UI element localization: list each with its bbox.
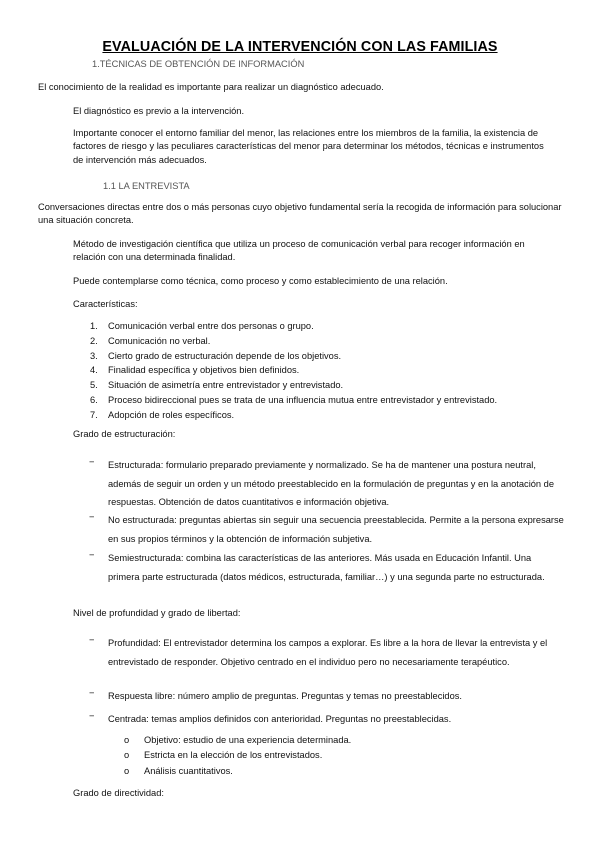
section-heading-entrevista: 1.1 LA ENTREVISTA	[103, 181, 190, 191]
list-item: 2. Comunicación no verbal.	[90, 335, 211, 346]
list-item: 6. Proceso bidireccional pues se trata de una influencia mutua entre entrevistador y entrevistado.	[90, 394, 498, 405]
paragraph-conversaciones: Conversaciones directas entre dos o más personas cuyo objetivo fundamental sería la recogida de información para solucionar una situación concreta.	[38, 202, 562, 226]
list-item: − Profundidad: El entrevistador determina los campos a explorar. Es libre a la hora de llevar la entrevista y el entrevistado de responder. Objetivo centrado en el individuo pero no necesariamente terapéutico.	[89, 634, 564, 671]
circle-bullet: o	[124, 765, 130, 776]
document-title: EVALUACIÓN DE LA INTERVENCIÓN CON LAS FAMILIAS	[102, 39, 498, 55]
dash-bullet: −	[89, 550, 95, 560]
list-item: o Estricta en la elección de los entrevistados.	[124, 749, 484, 764]
label-grado-directividad: Grado de directividad:	[73, 788, 164, 798]
list-item: 7. Adopción de roles específicos.	[90, 409, 235, 420]
dash-bullet: −	[89, 635, 95, 645]
circle-bullet: o	[124, 735, 130, 745]
paragraph-diagnostico: El diagnóstico es previo a la intervención.	[73, 106, 245, 116]
dash-bullet: −	[89, 688, 95, 698]
list-item: − Respuesta libre: número amplio de preguntas. Preguntas y temas no preestablecidos.	[89, 687, 564, 706]
list-item: − No estructurada: preguntas abiertas sin seguir una secuencia preestablecida. Permite a la persona expresarse en sus propios términos y la obtención de información subjetiva.	[89, 511, 564, 548]
list-item: 5. Situación de asimetría entre entrevistador y entrevistado.	[90, 380, 344, 391]
dash-bullet: −	[89, 711, 95, 721]
list-item: − Semiestructurada: combina las características de las anteriores. Más usada en Educación Infantil. Una primera parte estructurada (datos médicos, estructurada, familiar…) y una segunda parte no estructurada.	[89, 549, 564, 586]
list-item: 3. Cierto grado de estructuración depende de los objetivos.	[90, 350, 342, 361]
circle-bullet: o	[124, 750, 130, 761]
paragraph-importante: Importante conocer el entorno familiar del menor, las relaciones entre los miembros de la familia, la existencia de factores de riesgo y las peculiares características del menor para determinar los métodos, técnicas e instrumentos de intervención más adecuados.	[73, 128, 544, 165]
label-grado-estructuracion: Grado de estructuración:	[73, 429, 176, 439]
caracteristicas-list	[90, 320, 530, 424]
label-nivel-profundidad: Nivel de profundidad y grado de libertad:	[73, 608, 241, 618]
list-item: 1. Comunicación verbal entre dos personas o grupo.	[90, 321, 314, 331]
list-item: o Objetivo: estudio de una experiencia determinada.	[124, 734, 484, 749]
centrada-sublist	[124, 734, 484, 780]
dash-bullet: −	[89, 512, 95, 522]
label-caracteristicas: Características:	[73, 299, 138, 309]
paragraph-conocimiento: El conocimiento de la realidad es importante para realizar un diagnóstico adecuado.	[38, 82, 384, 92]
list-item: − Estructurada: formulario preparado previamente y normalizado. Se ha de mantener una postura neutral, además de seguir un orden y un método preestablecido en la formulación de preguntas y en la anotación de respuestas. Obtención de datos cuantitativos e información objetiva.	[89, 456, 564, 512]
list-item: o Análisis cuantitativos.	[124, 765, 484, 780]
dash-bullet: −	[89, 457, 95, 467]
paragraph-puede: Puede contemplarse como técnica, como proceso y como establecimiento de una relación.	[73, 276, 448, 286]
section-heading-tecnicas: 1.TÉCNICAS DE OBTENCIÓN DE INFORMACIÓN	[92, 59, 305, 69]
list-item: 4. Finalidad específica y objetivos bien definidos.	[90, 365, 300, 376]
paragraph-metodo: Método de investigación científica que utiliza un proceso de comunicación verbal para recoger información en relación con una determinada finalidad.	[73, 239, 525, 263]
list-item: − Centrada: temas amplios definidos con anterioridad. Preguntas no preestablecidas.	[89, 710, 564, 729]
